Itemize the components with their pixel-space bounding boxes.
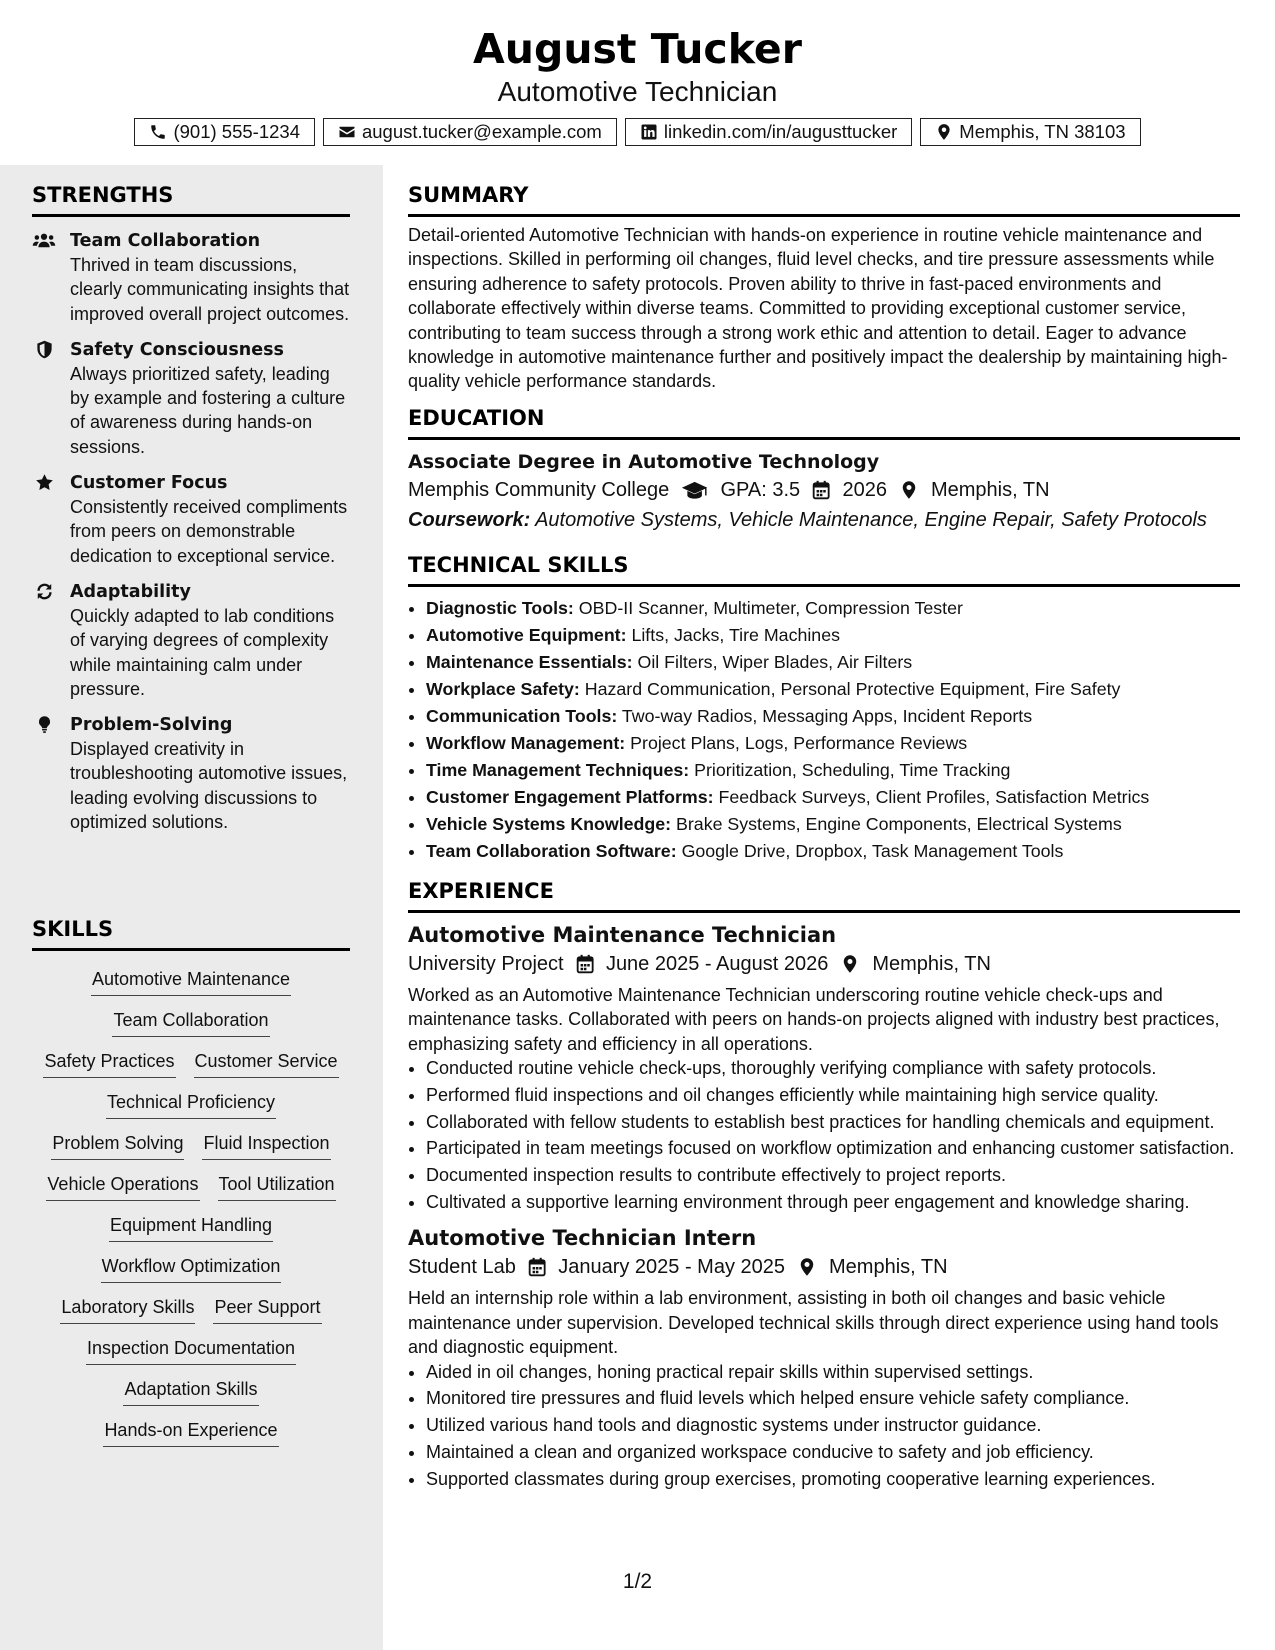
gpa: GPA: 3.5 xyxy=(720,478,801,501)
list-item: • Utilized various hand tools and diagnostic systems under instructor guidance. xyxy=(426,1413,1240,1437)
job-title: Automotive Maintenance Technician xyxy=(408,922,837,947)
coursework-list: Automotive Systems, Vehicle Maintenance, Engine Repair, Safety Protocols xyxy=(530,508,1207,531)
skill-category: Automotive Equipment: xyxy=(426,624,627,645)
calendar-icon xyxy=(528,1257,546,1277)
coursework-label: Coursework: xyxy=(408,508,531,531)
job-description: Worked as an Automotive Maintenance Technician underscoring routine vehicle check-ups and maintenance tasks. Collaborated with peers on hands-on projects aligned with industry best practices, emphasizing safety and efficiency in all operations. xyxy=(408,984,1220,1054)
education-meta xyxy=(408,475,1240,505)
skill-tag: Technical Proficiency xyxy=(106,1090,276,1119)
summary-heading: SUMMARY xyxy=(408,183,1240,217)
sidebar xyxy=(0,165,383,1650)
skill-category: Communication Tools: xyxy=(426,705,618,726)
skill-values: OBD-II Scanner, Multimeter, Compression Tester xyxy=(573,597,963,618)
main-content xyxy=(408,165,1240,1494)
job-description: Held an internship role within a lab environment, assisting in both oil changes and basic vehicle maintenance under supervision. Developed technical skills through direct experience using hand tools and diagnostic equipment. xyxy=(408,1288,1219,1358)
skill-tag: Problem Solving xyxy=(51,1131,184,1160)
skill-category: Diagnostic Tools: xyxy=(426,597,574,618)
job-title: Automotive Technician Intern xyxy=(408,1226,757,1251)
experience-heading: EXPERIENCE xyxy=(408,879,1240,913)
shield-icon xyxy=(32,340,56,360)
strength-item xyxy=(32,713,350,834)
graduation-year: 2026 xyxy=(842,478,887,501)
list-item: • Cultivated a supportive learning environment through peer engagement and knowledge sharing. xyxy=(426,1190,1240,1214)
list-item: • Monitored tire pressures and fluid levels which helped ensure vehicle safety compliance. xyxy=(426,1386,1240,1410)
skill-values: Lifts, Jacks, Tire Machines xyxy=(626,624,840,645)
technical-skills-list xyxy=(408,595,1240,865)
skill-category: Time Management Techniques: xyxy=(426,759,690,780)
skill-tag: Safety Practices xyxy=(43,1049,175,1078)
list-item xyxy=(426,622,1240,649)
contact-location xyxy=(920,118,1140,146)
strength-item xyxy=(32,471,350,568)
list-item xyxy=(426,676,1240,703)
contact-linkedin-text: linkedin.com/in/augusttucker xyxy=(663,121,898,142)
technical-skills-heading: TECHNICAL SKILLS xyxy=(408,553,1240,587)
contact-email-text: august.tucker@example.com xyxy=(361,121,602,142)
skills-heading: SKILLS xyxy=(32,917,350,951)
strength-desc: Quickly adapted to lab conditions of varying degrees of complexity while maintaining calm under pressure. xyxy=(70,605,335,699)
education-heading: EDUCATION xyxy=(408,406,1240,440)
strengths-heading: STRENGTHS xyxy=(32,183,350,217)
list-item xyxy=(426,703,1240,730)
job-bullets xyxy=(408,1360,1240,1492)
skill-category: Maintenance Essentials: xyxy=(426,651,633,672)
coursework xyxy=(408,505,1240,535)
skill-tag: Equipment Handling xyxy=(109,1213,273,1242)
skill-values: Hazard Communication, Personal Protective Equipment, Fire Safety xyxy=(579,678,1121,699)
list-item: • Performed fluid inspections and oil changes efficiently while maintaining high service quality. xyxy=(426,1083,1240,1107)
job-meta xyxy=(408,1252,1240,1282)
strength-title: Problem-Solving xyxy=(70,715,233,736)
strength-title: Safety Consciousness xyxy=(70,339,284,360)
users-icon xyxy=(32,231,56,251)
job-entry xyxy=(408,1224,1240,1491)
strength-title: Team Collaboration xyxy=(70,231,261,251)
skill-values: Google Drive, Dropbox, Task Management Tools xyxy=(676,840,1064,861)
skill-tag: Workflow Optimization xyxy=(101,1254,282,1283)
school-name: Memphis Community College xyxy=(408,478,670,501)
job-bullets xyxy=(408,1056,1240,1214)
strength-desc: Always prioritized safety, leading by example and fostering a culture of awareness during hands-on sessions. xyxy=(70,363,346,457)
contact-phone xyxy=(134,118,315,146)
contact-email xyxy=(323,118,617,146)
star-icon xyxy=(32,473,56,493)
skills-list xyxy=(32,967,350,1447)
skill-category: Team Collaboration Software: xyxy=(426,840,677,861)
education-location: Memphis, TN xyxy=(930,478,1050,501)
list-item xyxy=(426,757,1240,784)
list-item xyxy=(426,811,1240,838)
phone-icon xyxy=(149,123,167,141)
map-pin-icon xyxy=(840,954,860,974)
skill-tag: Inspection Documentation xyxy=(86,1336,296,1365)
list-item: • Conducted routine vehicle check-ups, thoroughly verifying compliance with safety protocols. xyxy=(426,1056,1240,1080)
list-item: • Maintained a clean and organized workspace conducive to safety and job efficiency. xyxy=(426,1440,1240,1464)
strength-desc: Consistently received compliments from peers on demonstrable dedication to exceptional service. xyxy=(70,497,348,566)
job-location: Memphis, TN xyxy=(829,1256,948,1279)
map-pin-icon xyxy=(797,1257,817,1277)
list-item xyxy=(426,784,1240,811)
skill-values: Feedback Surveys, Client Profiles, Satisfaction Metrics xyxy=(713,786,1150,807)
job-meta xyxy=(408,949,1240,979)
calendar-icon xyxy=(576,954,594,974)
skill-tag: Peer Support xyxy=(213,1295,321,1324)
skill-tag: Automotive Maintenance xyxy=(91,967,291,996)
linkedin-icon xyxy=(640,123,658,141)
job-entry xyxy=(408,921,1240,1215)
envelope-icon xyxy=(338,123,356,141)
lightbulb-icon xyxy=(32,715,56,735)
skill-category: Workplace Safety: xyxy=(426,678,580,699)
degree-title: Associate Degree in Automotive Technology xyxy=(408,450,880,473)
summary-text: Detail-oriented Automotive Technician with hands-on experience in routine vehicle maintenance and inspections. Skilled in performing oil changes, fluid level checks, and tire pressure assessments while ensuring adherence to safety protocols. Proven ability to thrive in fast-paced environments and collaborate effectively within diverse teams. Committed to providing exceptional customer service, contributing to team success through a strong work ethic and attention to detail. Eager to advance knowledge in automotive maintenance further and positively impact the dealership by maintaining high-quality vehicle performance standards. xyxy=(408,225,1228,392)
skill-tag: Adaptation Skills xyxy=(123,1377,258,1406)
skill-tag: Fluid Inspection xyxy=(202,1131,330,1160)
strength-desc: Displayed creativity in troubleshooting automotive issues, leading evolving discussions to optimized solutions. xyxy=(70,739,348,833)
graduation-cap-icon xyxy=(681,480,708,500)
page-number: 1/2 xyxy=(622,1570,653,1593)
skill-category: Workflow Management: xyxy=(426,732,626,753)
strength-desc: Thrived in team discussions, clearly communicating insights that improved overall project outcomes. xyxy=(70,255,350,324)
job-location: Memphis, TN xyxy=(872,952,991,975)
map-pin-icon xyxy=(935,123,953,141)
job-organization: Student Lab xyxy=(408,1256,516,1279)
list-item: • Participated in team meetings focused on workflow optimization and enhancing customer satisfaction. xyxy=(426,1136,1240,1160)
list-item: • Aided in oil changes, honing practical repair skills within supervised settings. xyxy=(426,1360,1240,1384)
contact-location-text: Memphis, TN 38103 xyxy=(959,121,1126,142)
skill-values: Prioritization, Scheduling, Time Tracking xyxy=(689,759,1011,780)
skill-tag: Vehicle Operations xyxy=(46,1172,199,1201)
list-item: • Documented inspection results to contribute effectively to project reports. xyxy=(426,1163,1240,1187)
resume-header xyxy=(0,0,1275,165)
technical-skills-section xyxy=(408,553,1240,865)
skill-values: Oil Filters, Wiper Blades, Air Filters xyxy=(632,651,913,672)
strength-item xyxy=(32,229,350,326)
list-item xyxy=(426,730,1240,757)
skills-section xyxy=(32,917,350,1447)
candidate-title: Automotive Technician xyxy=(497,76,778,107)
skill-tag: Customer Service xyxy=(194,1049,339,1078)
map-pin-icon xyxy=(899,480,919,500)
job-dates: June 2025 - August 2026 xyxy=(605,952,829,975)
skill-tag: Laboratory Skills xyxy=(60,1295,195,1324)
list-item: • Supported classmates during group exercises, promoting cooperative learning experiences. xyxy=(426,1467,1240,1491)
contact-phone-text: (901) 555-1234 xyxy=(173,121,300,142)
job-organization: University Project xyxy=(408,952,564,975)
contact-linkedin xyxy=(625,118,912,146)
education-section xyxy=(408,406,1240,535)
list-item xyxy=(426,595,1240,622)
candidate-name: August Tucker xyxy=(473,25,802,73)
strength-item xyxy=(32,338,350,459)
strengths-section xyxy=(32,183,350,834)
strength-item xyxy=(32,580,350,701)
skill-category: Customer Engagement Platforms: xyxy=(426,786,714,807)
skill-values: Project Plans, Logs, Performance Reviews xyxy=(625,732,968,753)
calendar-icon xyxy=(812,480,830,500)
summary-section xyxy=(408,183,1240,394)
skill-tag: Hands-on Experience xyxy=(103,1418,278,1447)
contact-bar xyxy=(0,118,1275,146)
skill-tag: Tool Utilization xyxy=(218,1172,336,1201)
strength-title: Adaptability xyxy=(70,581,191,602)
experience-section xyxy=(408,879,1240,1491)
skill-category: Vehicle Systems Knowledge: xyxy=(426,813,672,834)
sync-icon xyxy=(32,582,56,602)
list-item: • Collaborated with fellow students to establish best practices for handling chemicals and equipment. xyxy=(426,1110,1240,1134)
strength-title: Customer Focus xyxy=(70,473,228,494)
skill-values: Two-way Radios, Messaging Apps, Incident Reports xyxy=(617,705,1033,726)
list-item xyxy=(426,649,1240,676)
list-item xyxy=(426,838,1240,865)
job-dates: January 2025 - May 2025 xyxy=(558,1256,786,1279)
skill-tag: Team Collaboration xyxy=(112,1008,269,1037)
skill-values: Brake Systems, Engine Components, Electrical Systems xyxy=(671,813,1122,834)
